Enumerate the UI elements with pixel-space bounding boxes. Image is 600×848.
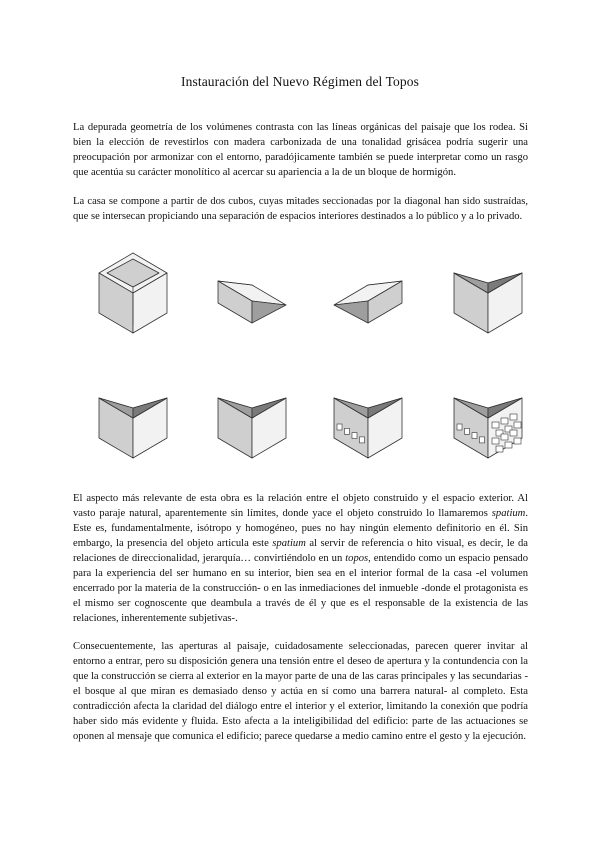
paragraph-3 xyxy=(73,491,528,626)
p3-text-d: , entendido como un espacio pensado para la experiencia del ser humano en su interior, bien sea en el interior formal de la casa -el volumen encerrado por la materia de la construcción- o en las inmediaciones del inmueble -donde el protagonista es el mismo ser cognoscente que deambula a través de él y que es el responsable de la existencia de las relaciones, inherentemente subjetivas-. xyxy=(73,552,528,624)
cladding-panel xyxy=(514,422,521,428)
p3-text-c: al servir de referencia o hito visual, es decir, le da relaciones de direccionalidad, jerarquía… convirtiéndolo en un xyxy=(73,537,529,564)
window-opening xyxy=(352,433,357,439)
paragraph-1: La depurada geometría de los volúmenes contrasta con las líneas orgánicas del paisaje que los rodea. Si bien la elección de revestirlos con madera carbonizada de una tonalidad grisácea podría sugerir una preocupación por armonizar con el entorno, paradójicamente también se puede interpretar como un rasgo que acentúa su carácter monolítico al acercar su apariencia a la de un bloque de hormigón. xyxy=(73,121,528,178)
cube-step-1 xyxy=(93,245,173,335)
paragraph-4: Consecuentemente, las aperturas al paisaje, cuidadosamente seleccionadas, parecen querer invitar al entorno a entrar, pero su disposición genera una tensión entre el deseo de apertura y la contundencia con la que la construcción se cierra al exterior en la mayor parte de una de las caras principales y las secundarias -el bosque al que miran es demasiado denso y actúa en sí como una barrera natural- al completo. Esta contradicción afecta la claridad del diálogo entre el interior y el exterior, limitando la conexión que podría haber sido más evidente y fluida. Esto afecta a la inteligibilidad del edificio: parte de las actuaciones se oponen al mensaje que comunica el edificio; parece quedarse a medio camino entre el gesto y la ejecución. xyxy=(73,640,528,742)
cladding-panel xyxy=(510,414,517,420)
p3-text-b: . Este es, fundamentalmente, isótropo y homogéneo, pues no hay ningún elemento definitorio en él. Sin embargo, la presencia del objeto articula este xyxy=(73,507,528,549)
window-opening xyxy=(457,424,462,430)
cube-step-8 xyxy=(448,370,528,460)
cube-step-4 xyxy=(448,245,528,335)
window-opening xyxy=(472,433,477,439)
window-opening xyxy=(337,424,342,430)
slab-left-face xyxy=(334,301,368,323)
cladding-panel xyxy=(501,418,508,424)
cube-step-2 xyxy=(212,245,292,335)
window-opening xyxy=(465,428,470,434)
cube-diagram-sequence xyxy=(0,230,600,470)
cladding-panel xyxy=(514,438,521,444)
paragraph-2: La casa se compone a partir de dos cubos, cuyas mitades seccionadas por la diagonal han sido sustraídas, que se intersecan propiciando una separación de espacios interiores destinados a lo público y a lo privado. xyxy=(73,195,528,222)
cube-step-5 xyxy=(93,370,173,460)
cube-step-7 xyxy=(328,370,408,460)
cube-step-6 xyxy=(212,370,292,460)
cladding-panel xyxy=(510,430,517,436)
cladding-panel xyxy=(492,438,499,444)
cladding-panel xyxy=(505,442,512,448)
p3-spatium-2: spatium xyxy=(272,537,306,549)
document-title: Instauración del Nuevo Régimen del Topos xyxy=(181,74,419,89)
window-opening xyxy=(345,428,350,434)
p3-topos: topos xyxy=(345,552,369,564)
p3-text-a: El aspecto más relevante de esta obra es la relación entre el objeto construido y el espacio exterior. Al vasto paraje natural, aparentemente sin límites, donde yace el objeto construido lo llamaremos xyxy=(73,492,528,519)
window-opening xyxy=(360,437,365,443)
p3-spatium-1: spatium xyxy=(491,507,526,519)
cladding-panel xyxy=(501,434,508,440)
window-opening xyxy=(480,437,485,443)
slab-right-face xyxy=(252,301,286,323)
cladding-panel xyxy=(496,446,503,452)
cladding-panel xyxy=(492,422,499,428)
cube-step-3 xyxy=(328,245,408,335)
